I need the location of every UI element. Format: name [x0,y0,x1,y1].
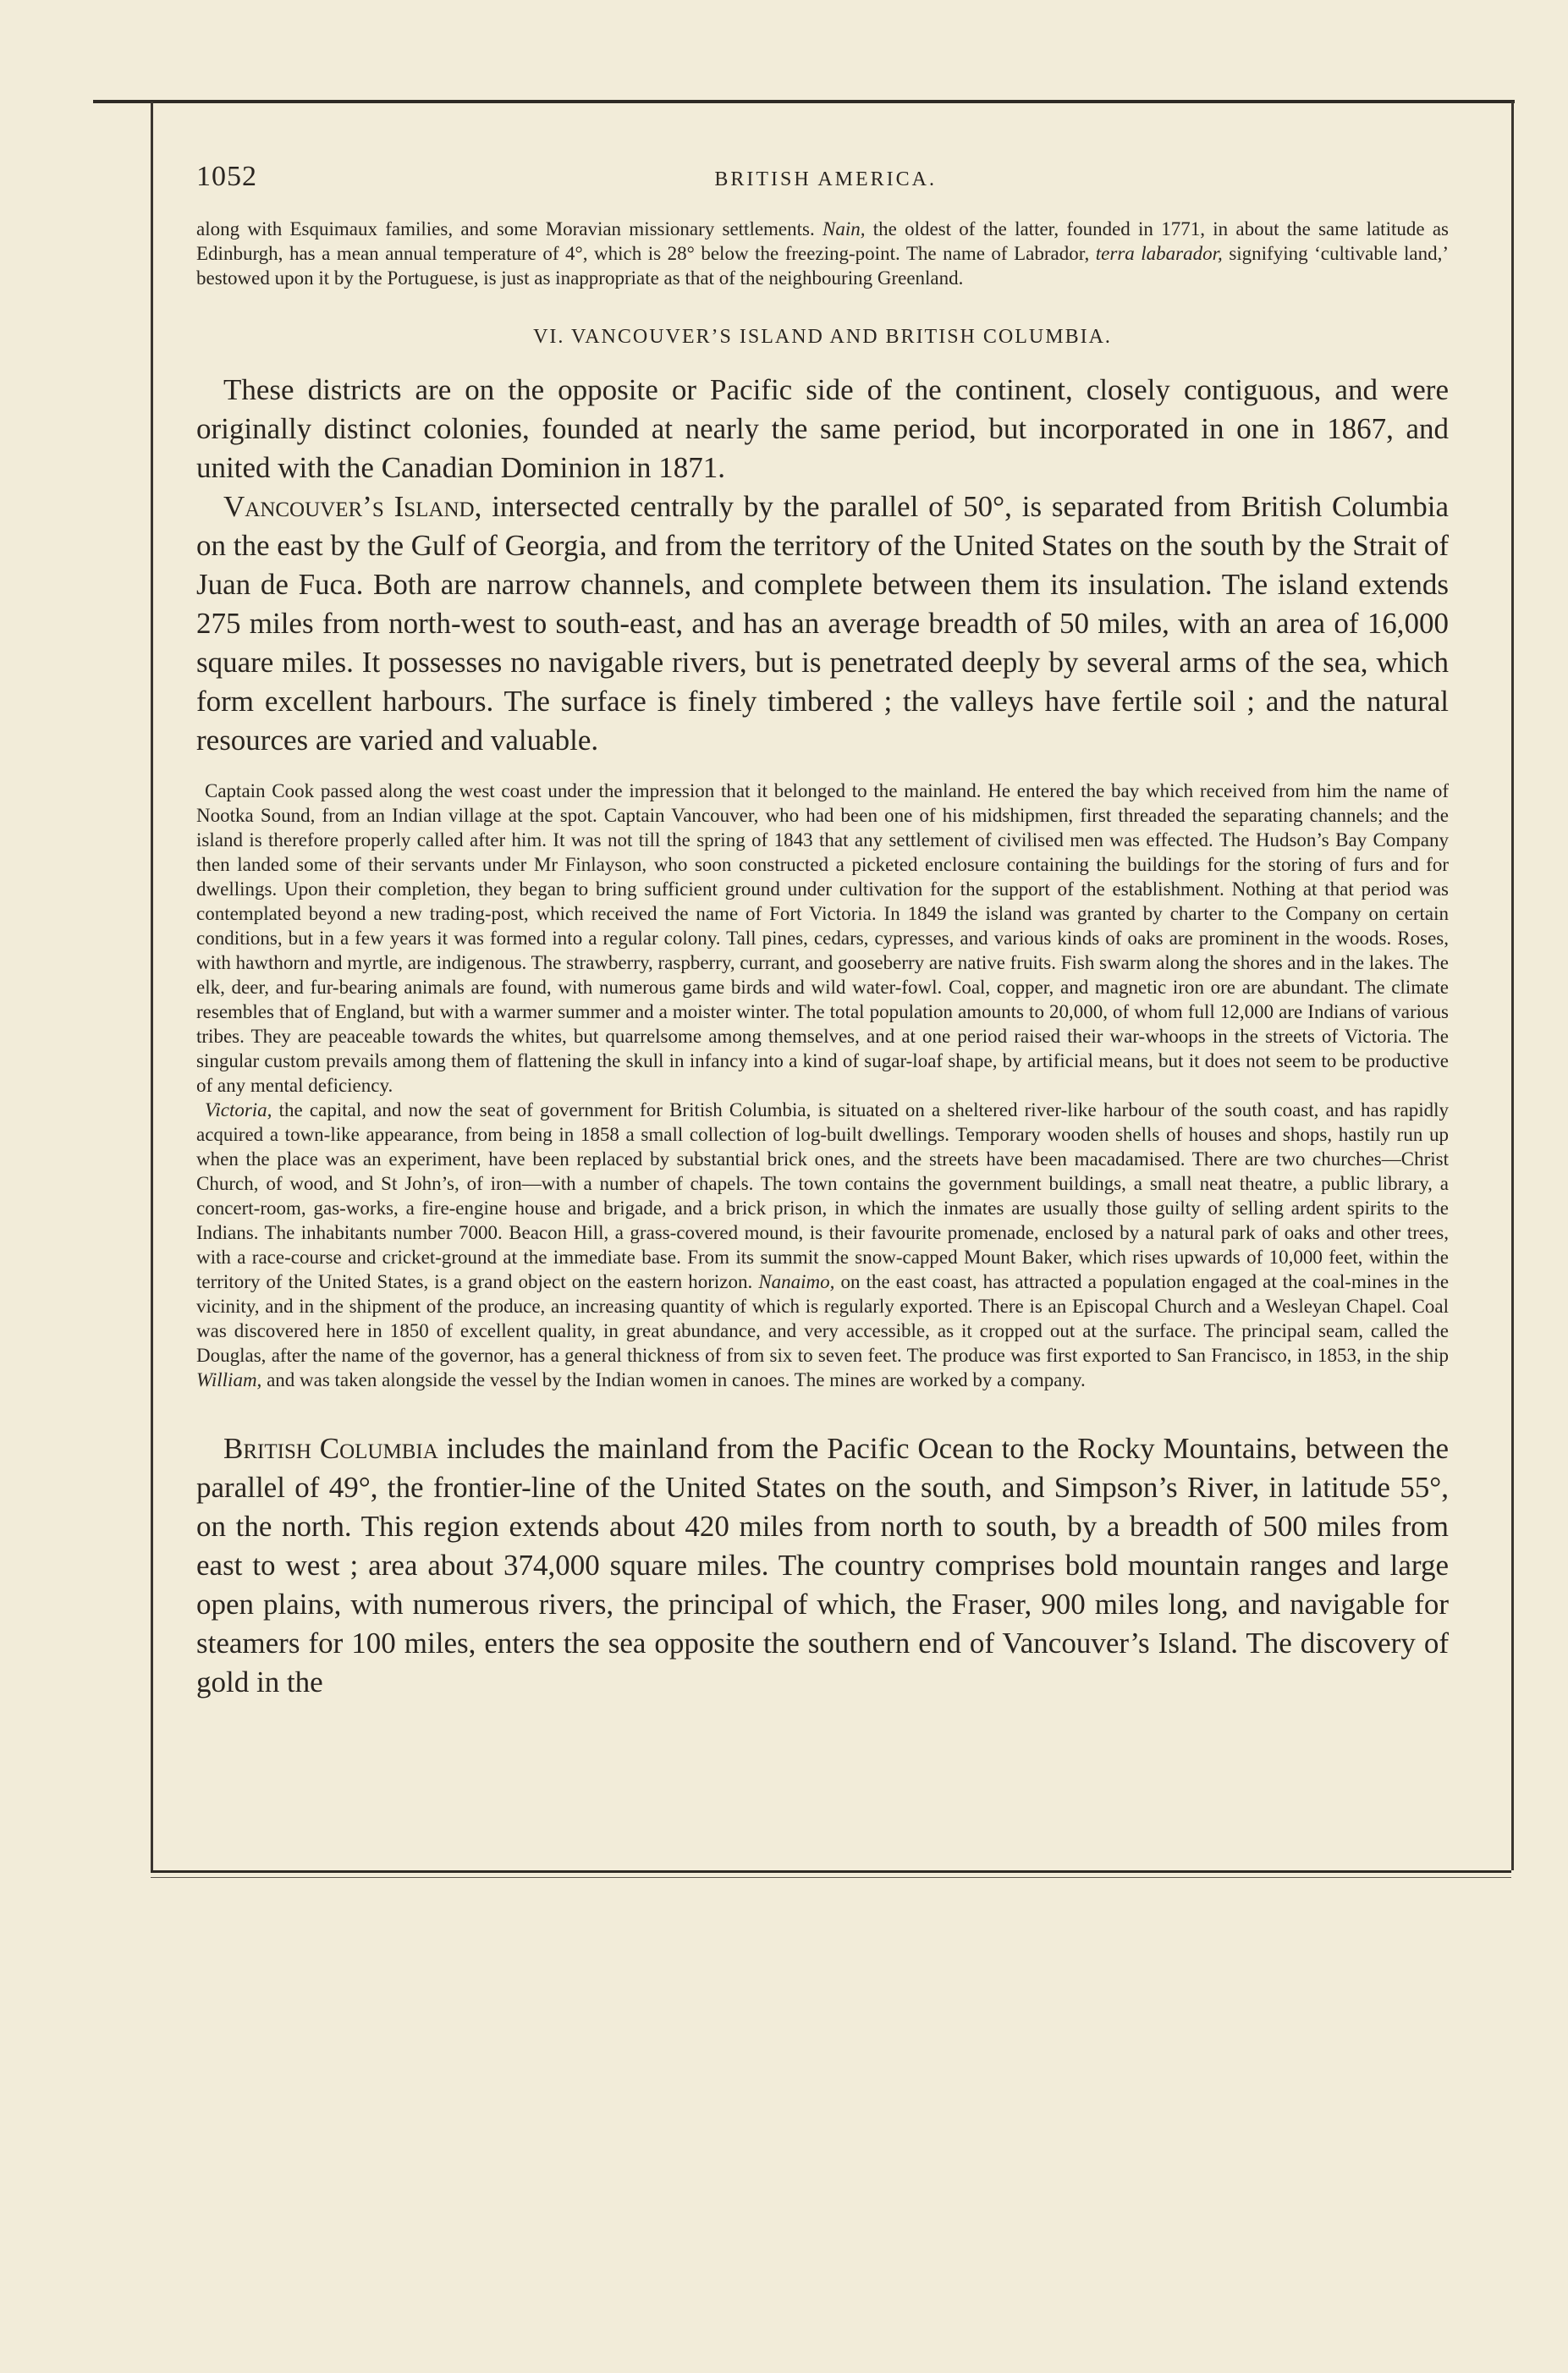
small-paragraph-2-part-1: the capital, and now the seat of government for British Columbia, is situated on a sheltered river-like harbour of the south coast, and has rapidly acquired a town-like appearance, from being in 1858 a small collection of log-built dwellings. Temporary wooden shells of houses and shops, hastily run up when the place was an experiment, have been replaced by substantial brick ones, and the streets have been macadamised. There are two churches—Christ Church, of wood, and St John’s, of iron—with a number of chapels. The town contains the government buildings, a small neat theatre, a public library, a concert-room, gas-works, a fire-engine house and brigade, and a brick prison, in which the inmates are usually those guilty of selling ardent spirits to the Indians. The inhabitants number 7000. Beacon Hill, a grass-covered mound, is their favourite promenade, enclosed by a natural park of oaks and other trees, with a race-course and cricket-ground at the immediate base. From its summit the snow-capped Mount Baker, which rises upwards of 10,000 feet, within the territory of the United States, is a grand object on the eastern horizon. [196,1099,1449,1292]
page-number: 1052 [196,161,257,192]
spacer [196,1392,1449,1429]
small-paragraph-2-part-2: on the east coast, has attracted a population engaged at the coal-mines in the vicinity, and in the shipment of the produce, an increasing quantity of which is regularly exported. There is an Episcopal Church and a Wesleyan Chapel. Coal was discovered here in 1850 of excellent quality, in great abundance, and very accessible, as it cropped out at the surface. The principal seam, called the Douglas, after the name of the governor, has a general thickness of from six to seven feet. The produce was first exported to San Francisco, in 1853, in the ship [196,1271,1450,1366]
intro-text-3: signifying ‘cultivable land,’ bestowed upon it by the Portuguese, is just as inappropriate as that of the neighbouring Greenland. [196,243,1449,289]
william-italic: William, [196,1369,262,1390]
victoria-italic: Victoria, [205,1099,272,1120]
page-bottom-rule [151,1870,1511,1873]
small-paragraph-2-part-3: and was taken alongside the vessel by the Indian women in canoes. The mines are worked by a company. [267,1369,1086,1390]
terra-labarador-italic: terra labarador, [1095,243,1223,264]
large-paragraph-2-body: intersected centrally by the parallel of 50°, is separated from British Columbia on the east by the Gulf of Georgia, and from the territory of the United States on the south by the Strait of Juan de Fuca. Both are narrow channels, and complete between them its insulation. The island extends 275 miles from north-west to south-east, and has an average breadth of 50 miles, with an area of 16,000 square miles. It possesses no navigable rivers, but is penetrated deeply by several arms of the sea, which form excellent harbours. The surface is finely timbered ; the valleys have fertile soil ; and the natural resources are varied and valuable. [196,490,1449,757]
nain-italic: Nain, [823,218,866,240]
running-head: BRITISH AMERICA. [714,168,937,190]
intro-text-1: along with Esquimaux families, and some Moravian missionary settlements. [196,218,815,240]
large-paragraph-3 [196,1429,1449,1702]
vancouvers-island-lead: Vancouver’s Island, [223,490,482,523]
intro-paragraph [196,217,1449,290]
small-paragraph-1: Captain Cook passed along the west coast under the impression that it belonged to the mainland. He entered the bay which received from him the name of Nootka Sound, from an Indian village at the spot. Captain Vancouver, who had been one of his midshipmen, first threaded the separating channels; and the island is therefore properly called after him. It was not till the spring of 1843 that any settlement of civilised men was effected. The Hudson’s Bay Company then landed some of their servants under Mr Finlayson, who soon constructed a picketed enclosure containing the buildings for the storing of furs and for dwellings. Upon their completion, they began to bring sufficient ground under cultivation for the support of the establishment. Nothing at that period was contemplated beyond a new trading-post, which received the name of Fort Victoria. In 1849 the island was granted by charter to the Company on certain conditions, but in a few years it was formed into a regular colony. Tall pines, cedars, cypresses, and various kinds of oaks are prominent in the woods. Roses, with hawthorn and myrtle, are indigenous. The strawberry, raspberry, currant, and gooseberry are native fruits. Fish swarm along the shores and in the lakes. The elk, deer, and fur-bearing animals are found, with numerous game birds and wild water-fowl. Coal, copper, and magnetic iron ore are abundant. The climate resembles that of England, but with a warmer summer and a moister winter. The total population amounts to 20,000, of whom full 12,000 are Indians of various tribes. They are peaceable towards the whites, but quarrelsome among themselves, and at one period raised their war-whoops in the streets of Victoria. The singular custom prevails among them of flattening the skull in infancy into a kind of sugar-loaf shape, by artificial means, but it does not seem to be productive of any mental deficiency. [196,780,1449,1096]
large-paragraph-3-body: includes the mainland from the Pacific Ocean to the Rocky Mountains, between the parallel of 49°, the frontier-line of the United States on the south, and Simpson’s River, in latitude 55°, on the north. This region extends about 420 miles from north to south, by a breadth of 500 miles from east to west ; area about 374,000 square miles. The country comprises bold mountain ranges and large open plains, with numerous rivers, the principal of which, the Fraser, 900 miles long, and navigable for steamers for 100 miles, enters the sea opposite the southern end of Vancouver’s Island. The discovery of gold in the [196,1432,1450,1699]
small-paragraph-2 [196,1098,1449,1392]
large-paragraph-2 [196,487,1449,760]
page-header [196,161,1449,193]
page-bottom-rule-thin [151,1877,1511,1878]
british-columbia-lead: British Columbia [223,1432,438,1465]
spacer [196,760,1449,779]
nanaimo-italic: Nanaimo, [758,1271,835,1292]
large-paragraph-1: These districts are on the opposite or Pacific side of the continent, closely contiguous, and were originally distinct colonies, founded at nearly the same period, but incorporated in one in 1867, and united with the Canadian Dominion in 1871. [196,373,1449,484]
page-content [196,161,1449,1702]
section-heading: VI. VANCOUVER’S ISLAND AND BRITISH COLUMBIA. [533,326,1112,348]
intro-text-2: the oldest of the latter, founded in 1771, in about the same latitude as Edinburgh, has a mean annual temperature of 4°, which is 28° below the freezing-point. The name of Labrador, [196,218,1449,264]
